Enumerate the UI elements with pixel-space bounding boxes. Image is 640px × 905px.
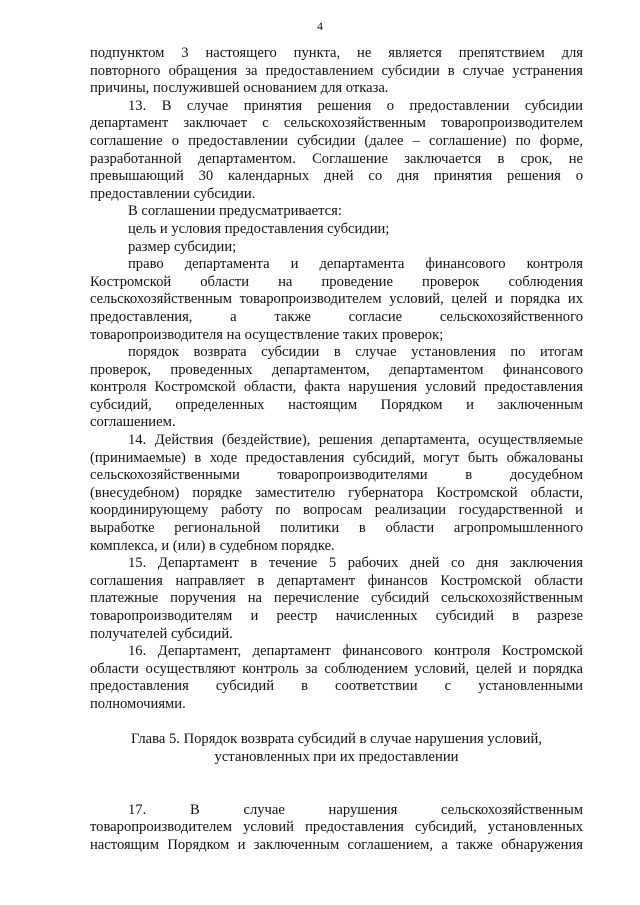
text-line: сельскохозяйственными товаропроизводителями в досудебном (90, 467, 583, 484)
text-line: департамент заключает с сельскохозяйственным товаропроизводителем (90, 115, 583, 132)
text-line: товаропроизводителем условий предоставления субсидий, установленных (90, 819, 583, 836)
text-line: порядок возврата субсидии в случае установления по итогам (128, 344, 583, 361)
document-body (90, 45, 583, 854)
text-line: причины, послужившей основанием для отказа. (90, 80, 389, 97)
text-line: товаропроизводителям и реестр начисленных субсидий в разрезе (90, 608, 583, 624)
text-line: комплекса, и (или) в судебном порядке. (90, 537, 335, 554)
chapter-heading-line: установленных при их предоставлении (214, 748, 459, 765)
text-line: контроля Костромской области, факта нарушения условий предоставления (90, 379, 583, 396)
text-line: проверок, проведенных департаментом, департаментом финансового (90, 361, 583, 378)
text-line: выработке региональной политики в области агропромышленного (90, 520, 583, 537)
text-line: 14. Действия (бездействие), решения департамента, осуществляемые (128, 432, 583, 449)
text-line: размер субсидии; (128, 238, 237, 255)
text-line: превышающий 30 календарных дней со дня принятия решения о (90, 168, 583, 185)
text-line: разработанной департаментом. Соглашение заключается в срок, не (90, 150, 583, 167)
text-line: предоставлении субсидии. (90, 185, 256, 202)
paragraph-gap (90, 784, 583, 802)
text-line: получателей субсидий. (90, 625, 233, 642)
text-line: предоставления субсидий в соответствии с установленными (90, 678, 583, 695)
text-line: сельскохозяйственным товаропроизводителем условий, целей и порядка их (90, 291, 583, 308)
text-line: координирующему работу по вопросам реализации государственной и (90, 502, 583, 519)
text-line: товаропроизводителя на осуществление таких проверок; (90, 326, 444, 343)
text-line: соглашение о предоставлении субсидии (далее – соглашение) по форме, (90, 132, 583, 149)
page-number: 4 (317, 19, 323, 33)
text-line: 13. В случае принятия решения о предоставлении субсидии (128, 97, 583, 114)
paragraph-gap (90, 714, 583, 732)
text-line: подпунктом 3 настоящего пункта, не является препятствием для (90, 45, 583, 61)
text-line: платежные поручения на перечисление субсидий сельскохозяйственным (90, 590, 583, 607)
chapter-heading-line: Глава 5. Порядок возврата субсидий в случае нарушения условий, (131, 731, 542, 748)
text-line: предоставления, а также согласие сельскохозяйственного (90, 308, 583, 325)
text-line: повторного обращения за предоставлением субсидии в случае устранения (90, 62, 583, 79)
text-line: 16. Департамент, департамент финансового контроля Костромской (128, 643, 583, 660)
text-line: Костромской области на проведение проверок соблюдения (90, 273, 583, 290)
text-line: право департамента и департамента финансового контроля (128, 256, 583, 273)
text-line: (принимаемые) в ходе предоставления субсидий, могут быть обжалованы (90, 449, 583, 466)
text-line: настоящим Порядком и заключенным соглашением, а также обнаружения (90, 836, 583, 853)
text-line: В соглашении предусматривается: (128, 203, 342, 220)
text-line: полномочиями. (90, 695, 186, 712)
text-line: соглашением. (90, 414, 176, 431)
paragraph-gap (90, 766, 583, 784)
text-line: 15. Департамент в течение 5 рабочих дней со дня заключения (128, 555, 583, 572)
text-line: (внесудебном) порядке заместителю губернатора Костромской области, (90, 484, 583, 501)
text-line: области осуществляют контроль за соблюдением условий, целей и порядка (90, 660, 583, 677)
text-line: субсидий, определенных настоящим Порядком и заключенным (90, 396, 583, 413)
text-line: цель и условия предоставления субсидии; (128, 220, 390, 237)
text-line: 17. В случае нарушения сельскохозяйственным (128, 801, 583, 818)
text-line: соглашения направляет в департамент финансов Костромской области (90, 572, 583, 589)
